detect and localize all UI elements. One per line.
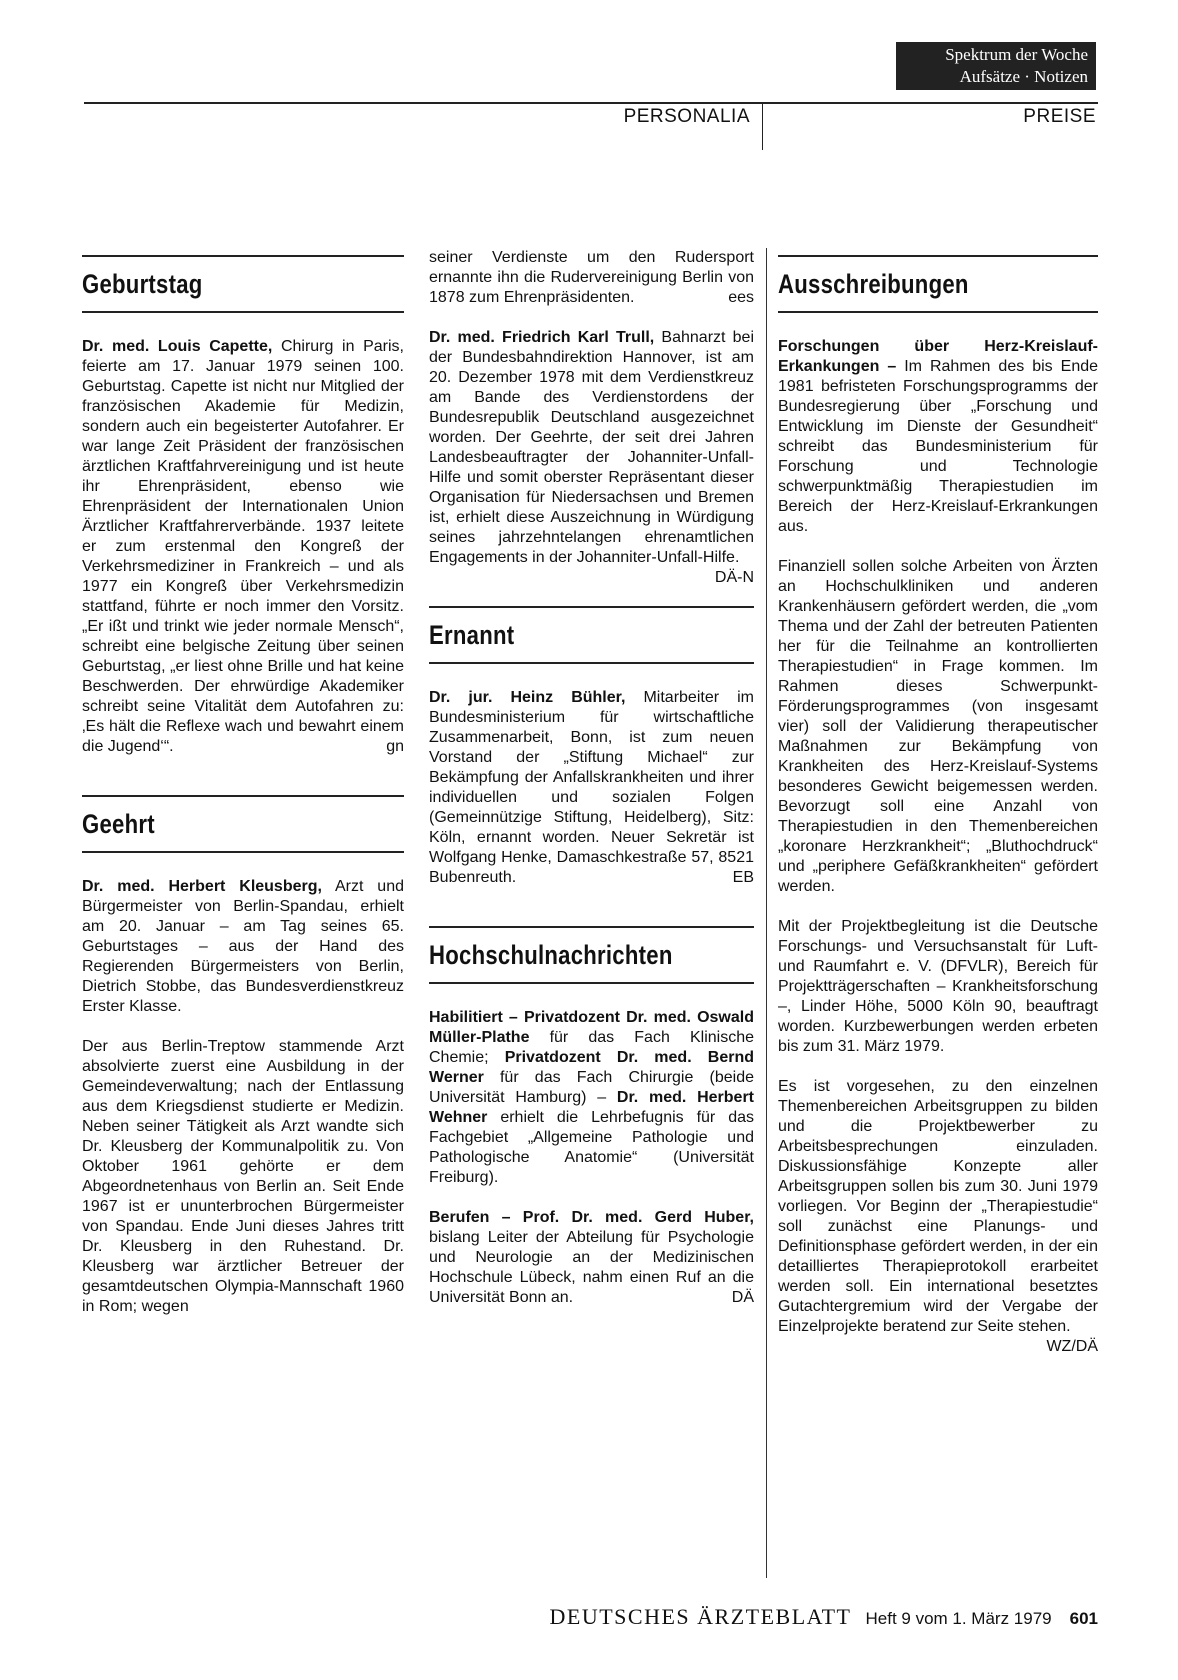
paragraph-text: Im Rahmen des bis Ende 1981 befristeten Forschungsprogramms der Bundesregierung über „Forschung und Entwicklung im Dienste der Gesundheit“ schreibt das Bundesministerium für Forschung und Technologie schwerpunktmäßig Therapiestudien im Bereich der Herz-Kreislauf-Erkrankungen aus.	[778, 358, 1099, 535]
paragraph-berufen	[429, 1208, 754, 1308]
magazine-title: DEUTSCHES ÄRZTEBLATT	[549, 1604, 852, 1629]
heading-rule	[429, 926, 754, 928]
person-name: Habilitiert – Privatdozent Dr. med. Oswald Müller-Plathe	[429, 1009, 754, 1046]
author-signature: ees	[728, 289, 754, 306]
heading-geburtstag: Geburtstag	[82, 269, 203, 299]
author-signature: DÄ-N	[714, 569, 754, 586]
paragraph-finanziell: Finanziell sollen solche Arbeiten von Ärzten an Hochschulkliniken und anderen Krankenhäusern gefördert werden, die „vom Thema und der Zahl der betreuten Patienten her für die Teilnahme an kontrollierten Therapiestudien“ in Frage kommen. Im Rahmen dieses Schwerpunkt-Förderungsprogrammes (von insgesamt vier) soll der Validierung therapeutischer Maßnahmen zur Bekämpfung von Krankheiten des Herz-Kreislauf-Systems besonderes Gewicht beigemessen werden. Bevorzugt soll eine Anzahl von Therapiestudien in den Themenbereichen „koronare Herzkrankheit“; „Bluthochdruck“ und „periphere Gefäßkrankheiten“ gefördert werden.	[778, 558, 1098, 895]
paragraph-text: bislang Leiter der Abteilung für Psychologie und Neurologie an der Medizinischen Hochschule Lübeck, nahm einen Ruf an die Universität Bonn an.	[429, 1229, 754, 1306]
heading-rule	[82, 311, 404, 313]
heading-rule	[778, 311, 1098, 313]
paragraph-projektbegleitung: Mit der Projektbegleitung ist die Deutsche Forschungs- und Versuchsanstalt für Luft- und Raumfahrt e. V. (DFVLR), Bereich für Projektträgerschaften – Krankheitsforschung –, Linder Höhe, 5000 Köln 90, beauftragt worden. Kurzbewerbungen werden erbeten bis zum 31. März 1979.	[778, 918, 1098, 1055]
heading-rule	[429, 662, 754, 664]
paragraph-text: Arzt und Bürgermeister von Berlin-Spandau, erhielt am 20. Januar – am Tag seines 65. Geburtstages – aus der Hand des Regierenden Bürgermeisters von Berlin, Dietrich Stobbe, das Bundesverdienstkreuz Erster Klasse.	[82, 878, 404, 1015]
paragraph-text: Mitarbeiter im Bundesministerium für wirtschaftliche Zusammenarbeit, Bonn, ist zum neuen Vorstand der „Stiftung Michael“ zur Bekämpfung der Anfallskrankheiten und ihrer individuellen und sozialen Folgen (Gemeinnützige Stiftung, Heidelberg), Sitz: Köln, ernannt worden. Neuer Sekretär ist Wolfgang Henke, Damaschkestraße 57, 8521 Bubenreuth.	[429, 689, 754, 886]
person-name: Dr. med. Herbert Kleusberg,	[82, 878, 322, 895]
paragraph-trull	[429, 328, 755, 586]
paragraph-buehler	[429, 688, 754, 888]
page-number: 601	[1069, 1609, 1098, 1628]
section-tag	[896, 42, 1096, 90]
column-middle	[429, 248, 754, 1328]
heading-rule	[82, 255, 404, 257]
heading-rule	[82, 795, 404, 797]
paragraph-habilitiert	[429, 1008, 754, 1188]
person-name: Dr. med. Herbert Wehner	[429, 1089, 754, 1126]
paragraph-text: für das Fach Klinische Chemie;	[429, 1029, 754, 1066]
paragraph-text: Es ist vorgesehen, zu den einzelnen Themenbereichen Arbeitsgruppen zu bilden und die Projektbewerber zu Arbeitsbesprechungen einzuladen. Diskussionsfähige Konzepte aller Arbeitsgruppen sollen bis zum 30. Juni 1979 vorliegen. Vor Beginn der „Therapiestudie“ soll zunächst eine Planungs- und Definitionsphase gefördert werden, in der ein detailliertes Therapieprotokoll erarbeitet werden soll. Ein international besetztes Gutachtergremium wird der Vergabe der Einzelprojekte beratend zur Seite stehen.	[778, 1078, 1098, 1335]
paragraph-text: seiner Verdienste um den Rudersport ernannte ihn die Rudervereinigung Berlin von 1878 zum Ehrenpräsidenten.	[429, 249, 754, 306]
person-name: Dr. med. Louis Capette,	[82, 338, 273, 355]
paragraph-text: für das Fach Chirurgie (beide Universität Hamburg) –	[429, 1069, 754, 1106]
top-rule	[84, 102, 1098, 104]
paragraph-herz-kreislauf	[778, 337, 1098, 537]
column-right	[778, 255, 1098, 1357]
heading-ernannt: Ernannt	[429, 620, 515, 650]
topic-name: Forschungen über Herz-Kreislauf-Erkankungen –	[778, 338, 1098, 375]
section-label-preise: PREISE	[1023, 106, 1096, 127]
section-tag-line1: Spektrum der Woche	[945, 45, 1088, 64]
paragraph-kleusberg	[82, 877, 404, 1017]
column-left	[82, 255, 404, 1337]
heading-geehrt: Geehrt	[82, 809, 155, 839]
person-name: Privatdozent Dr. med. Bernd Werner	[429, 1049, 754, 1086]
person-name: Berufen – Prof. Dr. med. Gerd Huber,	[429, 1209, 754, 1226]
paragraph-continuation	[429, 248, 754, 308]
author-signature: gn	[386, 738, 404, 755]
heading-hochschulnachrichten: Hochschulnachrichten	[429, 940, 673, 970]
paragraph-text: erhielt die Lehrbefugnis für das Fachgebiet „Allgemeine Pathologie und Pathologische Anatomie“ (Universität Freiburg).	[429, 1109, 754, 1186]
paragraph-arbeitsgruppen	[778, 1077, 1098, 1355]
column-divider	[766, 248, 767, 1578]
person-name: Dr. jur. Heinz Bühler,	[429, 689, 626, 706]
paragraph-text: Chirurg in Paris, feierte am 17. Januar 1979 seinen 100. Geburtstag. Capette ist nicht nur Mitglied der französischen Akademie für Medizin, sondern auch ein begeisterter Autofahrer. Er war lange Zeit Präsident der französischen ärztlichen Kraftfahrvereinigung und ist heute ihr Ehrenpräsident, ebenso wie Ehrenpräsident der Internationalen Union Ärztlicher Kraftfahrerverbände. 1937 leitete er zum erstenmal den Kongreß der Verkehrsmediziner in Frankreich – und als 1977 ein Kongreß über Verkehrsmedizin stattfand, führte er noch immer den Vorsitz. „Er ißt und trinkt wie jeder normale Mensch“, schreibt eine belgische Zeitung über seinen Geburtstag, „er liest ohne Brille und hat keine Beschwerden. Der ehrwürdige Akademiker schreibt seine Vitalität dem Autofahren zu: ‚Es hält die Reflexe wach und bewahrt einem die Jugend‘“.	[82, 338, 404, 755]
section-tag-line2: Aufsätze · Notizen	[959, 67, 1088, 86]
author-signature: EB	[732, 869, 754, 886]
heading-rule	[429, 606, 754, 608]
paragraph-text: Bahnarzt bei der Bundesbahndirektion Hannover, ist am 20. Dezember 1978 mit dem Verdienstkreuz am Bande des Verdienstordens der Bundesrepublik Deutschland ausgezeichnet worden. Der Geehrte, der seit drei Jahren Landesbeauftragter der Johanniter-Unfall-Hilfe und somit oberster Repräsentant dieser Organisation für Niedersachsen und Bremen ist, erhielt diese Auszeichnung in Würdigung seines jahrzehntelangen ehrenamtlichen Engagements in der Johanniter-Unfall-Hilfe.	[429, 329, 755, 566]
paragraph-kleusberg-bio: Der aus Berlin-Treptow stammende Arzt absolvierte zuerst eine Ausbildung in der Gemeindeverwaltung; nach der Entlassung aus dem Kriegsdienst studierte er Medizin. Neben seiner Tätigkeit als Arzt wandte sich Dr. Kleusberg der Kommunalpolitik zu. Von Oktober 1961 gehörte er dem Abgeordnetenhaus von Berlin an. Seit Ende 1967 ist er ununterbrochen Bürgermeister von Spandau. Ende Juni dieses Jahres tritt Dr. Kleusberg in den Ruhestand. Dr. Kleusberg war ärztlicher Betreuer der gesamtdeutschen Olympia-Mannschaft 1960 in Rom; wegen	[82, 1038, 404, 1315]
section-label-personalia: PERSONALIA	[623, 106, 750, 127]
heading-ausschreibungen: Ausschreibungen	[778, 269, 969, 299]
heading-rule	[82, 851, 404, 853]
page-footer	[490, 1604, 1098, 1630]
author-signature: WZ/DÄ	[1046, 1338, 1098, 1355]
heading-rule	[429, 982, 754, 984]
person-name: Dr. med. Friedrich Karl Trull,	[429, 329, 655, 346]
heading-rule	[778, 255, 1098, 257]
header-divider	[762, 102, 763, 150]
issue-info: Heft 9 vom 1. März 1979	[865, 1609, 1052, 1628]
author-signature: DÄ	[731, 1289, 754, 1306]
paragraph-capette	[82, 337, 404, 757]
